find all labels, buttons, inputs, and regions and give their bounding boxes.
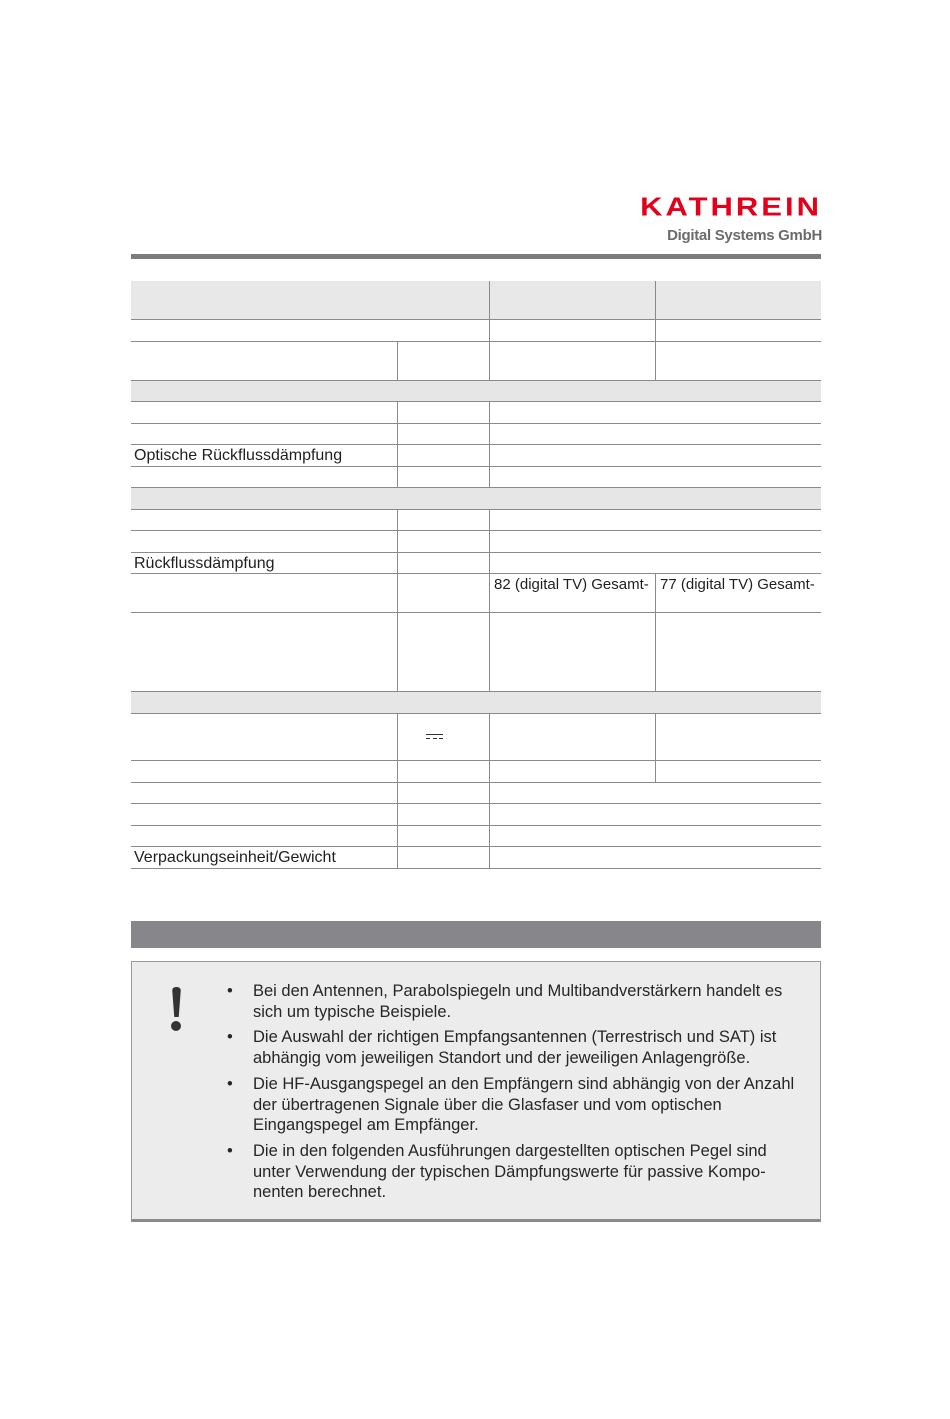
value-col1-snr: 82 (digital TV) Gesamt- <box>489 574 655 612</box>
brand-wordmark: KATHREIN <box>640 191 822 222</box>
value-col2-snr: 77 (digital TV) Gesamt- <box>655 574 821 612</box>
label-optische-rueckflussdaempfung: Optische Rückflussdämpfung <box>134 447 343 464</box>
bullet-icon: • <box>227 1028 233 1047</box>
header-cell-col2 <box>655 281 821 319</box>
bullet-icon: • <box>227 982 233 1000</box>
label-verpackungseinheit: Verpackungseinheit/Gewicht <box>134 849 336 866</box>
table-row <box>131 761 821 783</box>
header-rule <box>131 254 821 259</box>
table-row <box>131 553 821 574</box>
bullet-icon: • <box>227 1074 233 1093</box>
table-row <box>131 320 821 342</box>
table-section-header <box>131 692 821 714</box>
table-row <box>131 783 821 804</box>
table-section-header <box>131 488 821 510</box>
notice-text: Die HF-Ausgangspegel an den Empfängern sind abhängig von der Anzahl der übertragenen Signale über die Glasfaser und vom optischen Eingangspegel am Empfänger. <box>253 1074 795 1135</box>
table-row <box>131 826 821 847</box>
notice-text: Die in den folgenden Ausführungen dargestellten optischen Pegel sind unter Verwendung der typischen Dämpfungswerte für passive Komponenten berechnet. <box>253 1141 767 1202</box>
table-row <box>131 510 821 531</box>
label-rueckflussdaempfung: Rückflussdämpfung <box>134 555 275 572</box>
notice-box <box>131 961 821 1222</box>
table-row <box>131 847 821 869</box>
table-row <box>131 714 821 761</box>
list-item <box>132 981 822 1022</box>
table-section-header <box>131 381 821 402</box>
table-row <box>131 342 821 381</box>
list-item <box>132 1141 822 1203</box>
table-header-row <box>131 281 821 320</box>
table-row <box>131 445 821 467</box>
notice-text: Bei den Antennen, Parabolspiegeln und Multibandverstärkern handelt es sich um typische Beispiele. <box>253 982 783 1021</box>
list-item <box>132 1074 822 1136</box>
notice-heading-bar <box>131 921 821 948</box>
list-item <box>132 1027 822 1068</box>
header-cell-col1 <box>489 281 655 319</box>
table-row <box>131 531 821 553</box>
table-row <box>131 804 821 826</box>
direct-current-icon <box>426 734 443 739</box>
notice-text: Die Auswahl der richtigen Empfangsantennen (Terrestrisch und SAT) ist abhängig vom jeweiligen Standort und der jeweiligen Anlagengröße. <box>253 1028 777 1068</box>
table-row <box>131 402 821 424</box>
table-row <box>131 574 821 613</box>
notice-list <box>132 981 822 1208</box>
brand-subtitle: Digital Systems GmbH <box>667 227 822 244</box>
spec-table <box>131 281 821 869</box>
table-row <box>131 424 821 445</box>
table-row <box>131 467 821 488</box>
table-row <box>131 613 821 692</box>
bullet-icon: • <box>227 1141 233 1160</box>
